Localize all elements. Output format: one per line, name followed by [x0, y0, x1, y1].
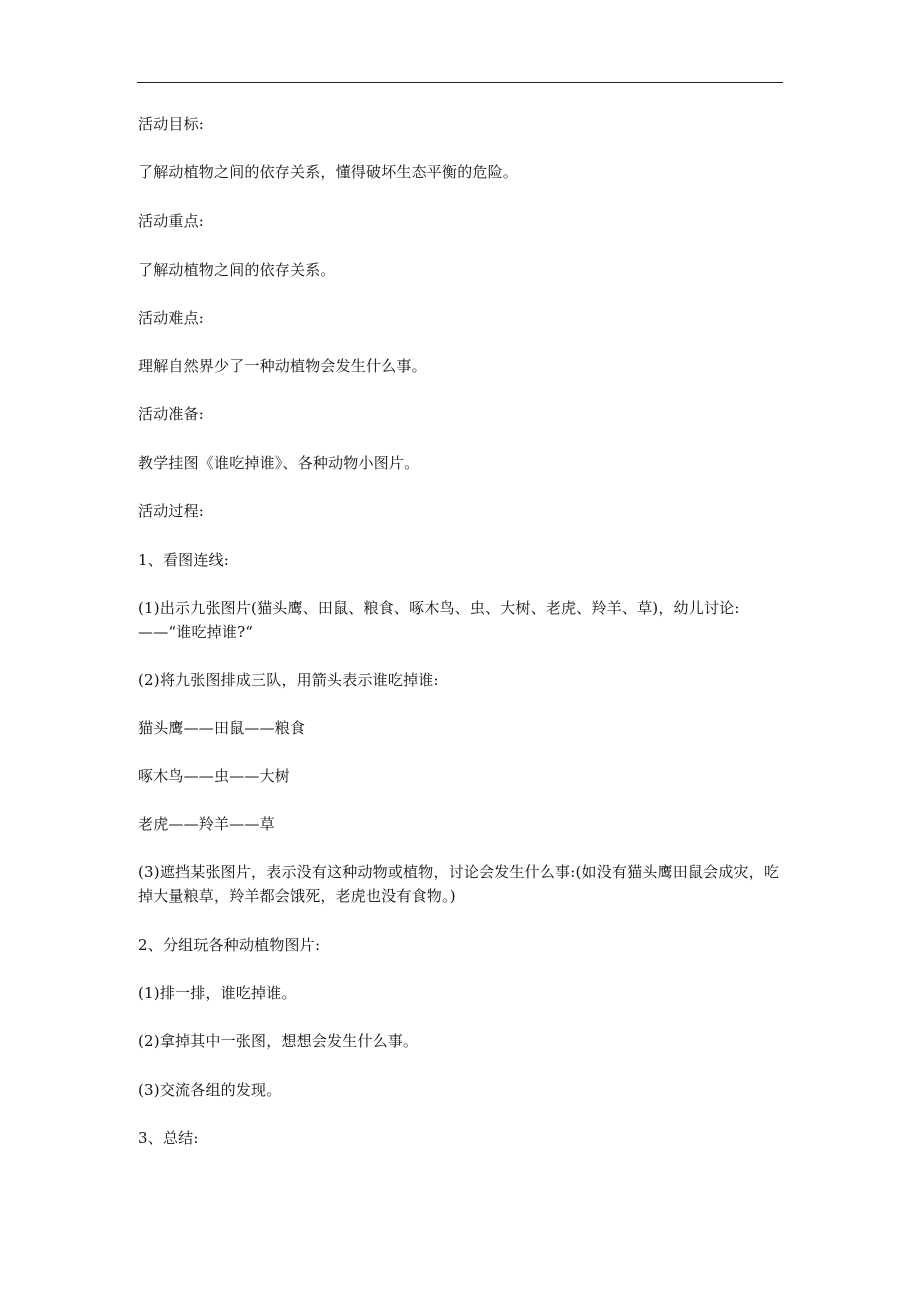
- paragraph: 了解动植物之间的依存关系。: [138, 261, 336, 279]
- section-heading-3: 3、总结:: [138, 1129, 199, 1147]
- heading-key-point: 活动重点:: [138, 212, 205, 230]
- paragraph: 了解动植物之间的依存关系，懂得破坏生态平衡的危险。: [138, 163, 519, 181]
- heading-difficulty: 活动难点:: [138, 309, 205, 327]
- heading-activity-goal: 活动目标:: [138, 115, 205, 133]
- section-heading-2: 2、分组玩各种动植物图片:: [138, 936, 321, 954]
- paragraph: 教学挂图《谁吃掉谁》、各种动物小图片。: [138, 454, 420, 472]
- heading-preparation: 活动准备:: [138, 405, 205, 423]
- paragraph-wrapped: (3)遮挡某张图片，表示没有这种动物或植物，讨论会发生什么事:(如没有猫头鹰田鼠会成灾，吃掉大量粮草，羚羊都会饿死，老虎也没有食物。): [138, 863, 780, 905]
- food-chain-3: 老虎——羚羊——草: [138, 815, 275, 833]
- food-chain-1: 猫头鹰——田鼠——粮食: [138, 719, 306, 737]
- paragraph: (1)排一排，谁吃掉谁。: [138, 984, 297, 1002]
- heading-process: 活动过程:: [138, 502, 205, 520]
- paragraph-wrapped: (1)出示九张图片(猫头鹰、田鼠、粮食、啄木鸟、虫、大树、老虎、羚羊、草)，幼儿讨论:——“谁吃掉谁?“: [138, 599, 740, 641]
- paragraph: (3)交流各组的发现。: [138, 1081, 282, 1099]
- header-rule: [137, 82, 783, 83]
- food-chain-2: 啄木鸟——虫——大树: [138, 767, 291, 785]
- section-heading-1: 1、看图连线:: [138, 551, 229, 569]
- paragraph: 理解自然界少了一种动植物会发生什么事。: [138, 357, 427, 375]
- paragraph: (2)拿掉其中一张图，想想会发生什么事。: [138, 1032, 419, 1050]
- paragraph: (2)将九张图排成三队，用箭头表示谁吃掉谁:: [138, 671, 439, 689]
